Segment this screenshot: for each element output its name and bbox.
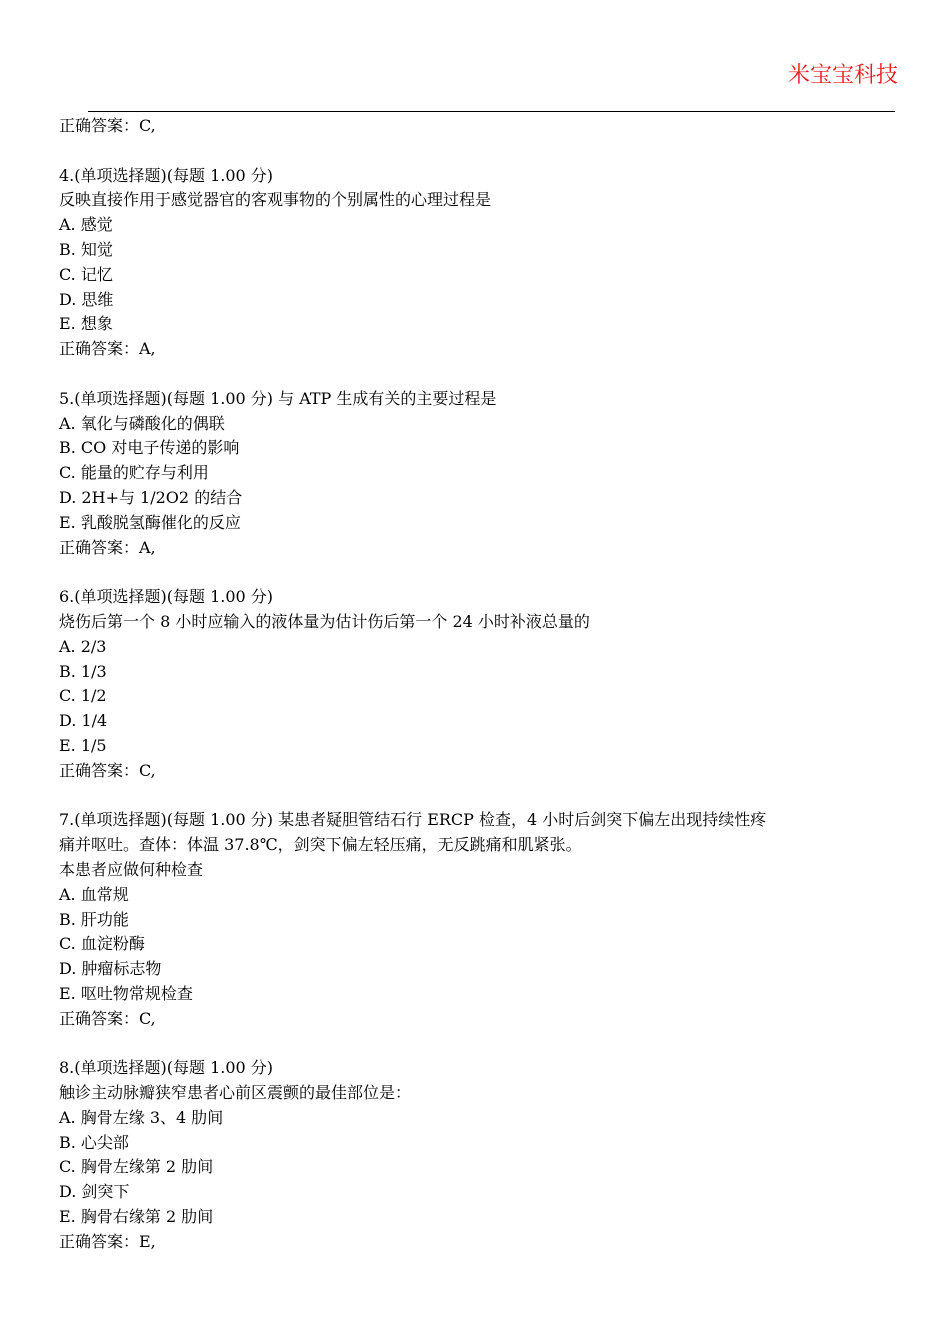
option-d: D. 思维 xyxy=(59,289,114,309)
question-block xyxy=(59,1056,905,1254)
question-stem: 反映直接作用于感觉器官的客观事物的个别属性的心理过程是 xyxy=(59,190,492,210)
option-e: E. 呕吐物常规检查 xyxy=(59,983,193,1003)
question-block xyxy=(59,808,905,1031)
option-c: C. 血淀粉酶 xyxy=(59,934,145,954)
spacer xyxy=(59,362,905,387)
option-e: E. 想象 xyxy=(59,314,113,334)
option-a: A. 血常规 xyxy=(59,884,129,904)
option-e: E. 1/5 xyxy=(59,735,107,755)
spacer xyxy=(59,139,905,164)
question-block xyxy=(59,164,905,362)
previous-answer: 正确答案：C, xyxy=(59,116,156,135)
spacer xyxy=(59,1031,905,1056)
question-title: 8.(单项选择题)(每题 1.00 分) xyxy=(59,1058,274,1078)
option-c: C. 1/2 xyxy=(59,686,107,706)
option-d: D. 肿瘤标志物 xyxy=(59,959,162,979)
correct-answer: 正确答案：C, xyxy=(59,1008,156,1028)
option-c: C. 能量的贮存与利用 xyxy=(59,463,209,483)
option-a: A. 感觉 xyxy=(59,215,113,235)
question-title: 4.(单项选择题)(每题 1.00 分) xyxy=(59,165,274,185)
question-block xyxy=(59,387,905,561)
spacer xyxy=(59,784,905,809)
option-e: E. 胸骨右缘第 2 肋间 xyxy=(59,1207,214,1227)
option-a: A. 2/3 xyxy=(59,636,107,656)
question-stem: 本患者应做何种检查 xyxy=(59,859,204,879)
option-c: C. 胸骨左缘第 2 肋间 xyxy=(59,1157,214,1177)
option-e: E. 乳酸脱氢酶催化的反应 xyxy=(59,512,241,532)
question-block xyxy=(59,585,905,783)
option-b: B. 1/3 xyxy=(59,661,107,681)
option-a: A. 胸骨左缘 3、4 肋间 xyxy=(59,1107,224,1127)
option-d: D. 剑突下 xyxy=(59,1182,130,1202)
option-b: B. 肝功能 xyxy=(59,909,129,929)
correct-answer: 正确答案：A, xyxy=(59,339,156,359)
document-body xyxy=(59,114,905,1255)
question-stem: 痛并呕吐。查体：体温 37.8℃，剑突下偏左轻压痛，无反跳痛和肌紧张。 xyxy=(59,835,582,855)
brand-logo-text: 米宝宝科技 xyxy=(787,63,898,88)
option-d: D. 1/4 xyxy=(59,711,108,731)
option-b: B. 心尖部 xyxy=(59,1132,129,1152)
spacer xyxy=(59,560,905,585)
correct-answer: 正确答案：E, xyxy=(59,1231,156,1251)
question-title: 5.(单项选择题)(每题 1.00 分) 与 ATP 生成有关的主要过程是 xyxy=(59,388,497,408)
correct-answer: 正确答案：A, xyxy=(59,537,156,557)
correct-answer: 正确答案：C, xyxy=(59,760,156,780)
option-c: C. 记忆 xyxy=(59,264,113,284)
option-d: D. 2H+与 1/2O2 的结合 xyxy=(59,487,243,507)
option-b: B. CO 对电子传递的影响 xyxy=(59,438,240,458)
header-divider xyxy=(88,111,895,112)
question-stem: 烧伤后第一个 8 小时应输入的液体量为估计伤后第一个 24 小时补液总量的 xyxy=(59,611,590,631)
option-b: B. 知觉 xyxy=(59,239,113,259)
option-a: A. 氧化与磷酸化的偶联 xyxy=(59,413,225,433)
question-title: 6.(单项选择题)(每题 1.00 分) xyxy=(59,587,274,607)
question-stem: 触诊主动脉瓣狭窄患者心前区震颤的最佳部位是： xyxy=(59,1083,412,1103)
question-title: 7.(单项选择题)(每题 1.00 分) 某患者疑胆管结石行 ERCP 检查，4 小时后剑突下偏左出现持续性疼 xyxy=(59,810,767,830)
